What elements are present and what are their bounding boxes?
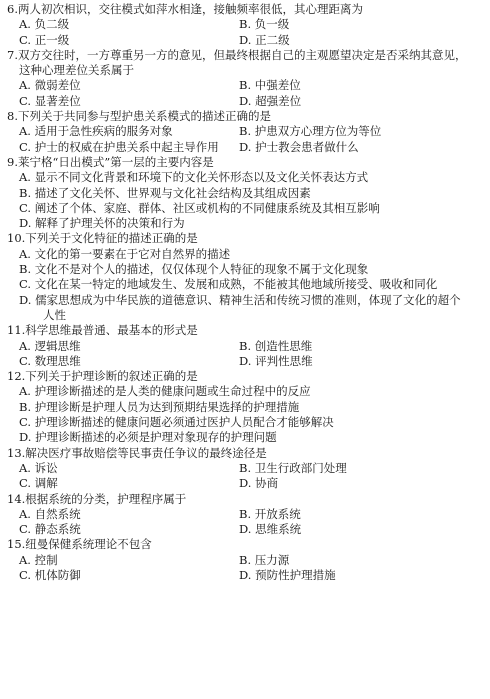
option-a[interactable] xyxy=(19,17,239,32)
question-stem xyxy=(7,48,482,63)
option-key: C. xyxy=(19,415,32,430)
question-text: 莱宁格“日出模式”第一层的主要内容是 xyxy=(17,154,214,169)
question-7 xyxy=(7,48,482,109)
options xyxy=(7,339,482,370)
question-text-continued: 这种心理差位关系属于 xyxy=(19,63,134,78)
option-key: C. xyxy=(19,200,32,215)
question-number: 10. xyxy=(7,231,26,246)
option-d[interactable] xyxy=(7,430,482,445)
option-c[interactable] xyxy=(19,476,239,491)
option-key: C. xyxy=(19,353,32,368)
option-key: D. xyxy=(239,567,252,582)
option-key: C. xyxy=(19,93,32,108)
option-text: 文化在某一特定的地域发生、发展和成熟，不能被其他地域所接受、吸收和同化 xyxy=(31,277,438,292)
question-text: 解决医疗事故赔偿等民事责任争议的最终途径是 xyxy=(25,445,267,460)
question-stem xyxy=(7,537,482,552)
question-6 xyxy=(7,2,482,48)
option-key: C. xyxy=(19,277,32,292)
option-a[interactable] xyxy=(19,553,239,568)
option-text: 护士的权威在护患关系中起主导作用 xyxy=(31,139,219,154)
question-stem xyxy=(7,446,482,461)
option-text: 数理思维 xyxy=(31,353,81,368)
option-key: D. xyxy=(19,216,32,231)
question-stem xyxy=(7,492,482,507)
question-text: 下列关于共同参与型护患关系模式的描述正确的是 xyxy=(17,109,271,124)
option-b[interactable] xyxy=(7,186,482,201)
option-text: 护理诊断描述的必须是护理对象现存的护理问题 xyxy=(31,430,277,445)
question-number: 14. xyxy=(7,491,26,506)
option-key: D. xyxy=(19,430,32,445)
question-text: 双方交往时，一方尊重另一方的意见，但最终根据自己的主观愿望决定是否采纳其意见， xyxy=(17,47,467,62)
option-d[interactable] xyxy=(239,94,459,109)
option-key: A. xyxy=(19,506,31,521)
option-c[interactable] xyxy=(19,522,239,537)
option-key: B. xyxy=(239,124,252,139)
options xyxy=(7,247,482,323)
question-12 xyxy=(7,369,482,445)
option-key: D. xyxy=(239,522,252,537)
option-c[interactable] xyxy=(19,33,239,48)
option-text: 正一级 xyxy=(31,32,70,47)
option-text: 机体防御 xyxy=(31,567,81,582)
question-stem xyxy=(7,2,482,17)
question-13 xyxy=(7,446,482,492)
question-stem xyxy=(7,155,482,170)
option-a[interactable] xyxy=(7,170,482,185)
option-text: 描述了文化关怀、世界观与文化社会结构及其组成因素 xyxy=(31,185,311,200)
option-text: 逻辑思维 xyxy=(30,338,81,353)
option-text: 中强差位 xyxy=(251,78,301,93)
option-key: B. xyxy=(19,399,32,414)
option-b[interactable] xyxy=(7,400,482,415)
option-c[interactable] xyxy=(7,277,482,292)
option-text: 微弱差位 xyxy=(30,78,81,93)
option-key: D. xyxy=(239,353,252,368)
option-key: A. xyxy=(19,384,31,399)
option-a[interactable] xyxy=(19,461,239,476)
option-key: A. xyxy=(19,170,31,185)
option-key: A. xyxy=(19,17,31,32)
question-8 xyxy=(7,109,482,155)
option-key: B. xyxy=(239,78,252,93)
option-text: 自然系统 xyxy=(30,506,81,521)
option-text: 护理诊断是护理人员为达到预期结果选择的护理措施 xyxy=(31,399,300,414)
option-a[interactable] xyxy=(19,339,239,354)
option-key: A. xyxy=(19,338,31,353)
option-b[interactable] xyxy=(239,553,459,568)
option-key: B. xyxy=(19,185,32,200)
option-text: 卫生行政部门处理 xyxy=(251,460,347,475)
option-text: 解释了护理关怀的决策和行为 xyxy=(31,216,185,231)
option-text: 开放系统 xyxy=(251,506,301,521)
question-number: 15. xyxy=(7,537,26,552)
option-key: D. xyxy=(239,476,252,491)
question-text: 纽曼保健系统理论不包含 xyxy=(25,537,152,552)
question-number: 6. xyxy=(7,2,18,16)
question-10 xyxy=(7,231,482,323)
option-a[interactable] xyxy=(7,247,482,262)
option-text: 创造性思维 xyxy=(251,338,313,353)
question-list xyxy=(7,2,482,583)
option-c[interactable] xyxy=(19,140,239,155)
option-a[interactable] xyxy=(7,384,482,399)
option-text: 适用于急性疾病的服务对象 xyxy=(30,124,173,139)
option-key: A. xyxy=(19,552,31,567)
option-a[interactable] xyxy=(19,124,239,139)
option-text: 显著差位 xyxy=(31,93,81,108)
question-stem xyxy=(7,323,482,338)
question-stem xyxy=(7,231,482,246)
option-b[interactable] xyxy=(239,124,459,139)
options xyxy=(7,507,482,538)
option-key: D. xyxy=(19,292,32,307)
option-c[interactable] xyxy=(19,94,239,109)
question-text: 下列关于文化特征的描述正确的是 xyxy=(25,231,198,246)
option-text: 显示不同文化背景和环境下的文化关怀形态以及文化关怀表达方式 xyxy=(30,170,369,185)
option-key: C. xyxy=(19,567,32,582)
option-text: 思维系统 xyxy=(251,522,302,537)
option-b[interactable] xyxy=(239,78,459,93)
option-text: 压力源 xyxy=(251,552,290,567)
option-key: B. xyxy=(239,338,252,353)
options xyxy=(7,384,482,445)
option-text: 护患双方心理方位为等位 xyxy=(251,124,382,139)
option-text: 护士教会患者做什么 xyxy=(251,139,359,154)
question-number: 8. xyxy=(7,109,18,124)
option-text: 文化不是对个人的描述，仅仅体现个人特征的现象不属于文化现象 xyxy=(31,262,369,277)
option-key: C. xyxy=(19,32,32,47)
option-d[interactable] xyxy=(239,33,459,48)
option-d[interactable] xyxy=(239,568,459,583)
question-number: 7. xyxy=(7,47,18,62)
option-c[interactable] xyxy=(19,354,239,369)
option-text: 正二级 xyxy=(251,32,290,47)
option-b[interactable] xyxy=(239,461,459,476)
option-key: A. xyxy=(19,124,31,139)
question-15 xyxy=(7,537,482,583)
option-a[interactable] xyxy=(19,78,239,93)
option-key: D. xyxy=(239,32,252,47)
option-d[interactable] xyxy=(239,140,459,155)
options xyxy=(7,170,482,231)
option-key: A. xyxy=(19,246,31,261)
options xyxy=(7,124,482,155)
option-text: 诉讼 xyxy=(30,460,58,475)
option-key: C. xyxy=(19,476,32,491)
option-text: 静态系统 xyxy=(31,522,81,537)
option-c[interactable] xyxy=(19,568,239,583)
question-text: 下列关于护理诊断的叙述正确的是 xyxy=(25,369,198,384)
option-d[interactable] xyxy=(239,476,459,491)
question-14 xyxy=(7,492,482,538)
option-key: B. xyxy=(239,506,252,521)
question-9 xyxy=(7,155,482,231)
option-c[interactable] xyxy=(7,415,482,430)
question-text: 科学思维最普通、最基本的形式是 xyxy=(25,323,198,338)
option-text: 儒家思想成为中华民族的道德意识、精神生活和传统习惯的准则，体现了文化的超个 xyxy=(31,292,461,307)
option-d[interactable] xyxy=(239,354,459,369)
option-text: 护理诊断描述的健康问题必须通过医护人员配合才能够解决 xyxy=(31,415,334,430)
option-c[interactable] xyxy=(7,201,482,216)
option-key: B. xyxy=(239,17,252,32)
option-text: 调解 xyxy=(31,476,58,491)
options xyxy=(7,461,482,492)
option-text: 评判性思维 xyxy=(251,353,313,368)
option-key: D. xyxy=(239,93,252,108)
option-text: 控制 xyxy=(30,552,58,567)
option-a[interactable] xyxy=(19,507,239,522)
option-key: A. xyxy=(19,78,31,93)
option-text-continued: 人性 xyxy=(43,307,66,322)
question-11 xyxy=(7,323,482,369)
option-text: 协商 xyxy=(251,476,279,491)
question-text: 根据系统的分类，护理程序属于 xyxy=(25,491,187,506)
option-key: A. xyxy=(19,460,31,475)
question-number: 12. xyxy=(7,369,26,384)
option-d[interactable] xyxy=(7,293,482,308)
option-text: 阐述了个体、家庭、群体、社区或机构的不同健康系统及其相互影响 xyxy=(31,200,380,215)
question-stem xyxy=(7,369,482,384)
option-key: B. xyxy=(19,262,32,277)
question-stem xyxy=(7,109,482,124)
question-number: 9. xyxy=(7,154,18,169)
option-text: 预防性护理措施 xyxy=(251,567,336,582)
option-b[interactable] xyxy=(239,507,459,522)
option-key: B. xyxy=(239,460,252,475)
question-text: 两人初次相识，交往模式如萍水相逢，接触频率很低，其心理距离为 xyxy=(17,2,363,16)
options xyxy=(7,78,482,109)
option-text: 文化的第一要素在于它对自然界的描述 xyxy=(30,246,231,261)
option-text: 护理诊断描述的是人类的健康问题或生命过程中的反应 xyxy=(30,384,311,399)
option-d[interactable] xyxy=(239,522,459,537)
option-b[interactable] xyxy=(239,339,459,354)
option-b[interactable] xyxy=(239,17,459,32)
options xyxy=(7,553,482,584)
option-text: 负二级 xyxy=(30,17,70,32)
question-number: 13. xyxy=(7,445,26,460)
option-key: D. xyxy=(239,139,252,154)
question-number: 11. xyxy=(7,323,26,338)
option-key: C. xyxy=(19,139,32,154)
option-text: 超强差位 xyxy=(251,93,302,108)
option-key: C. xyxy=(19,522,32,537)
options xyxy=(7,17,482,48)
option-key: B. xyxy=(239,552,252,567)
option-b[interactable] xyxy=(7,262,482,277)
option-d[interactable] xyxy=(7,216,482,231)
option-text: 负一级 xyxy=(251,17,290,32)
